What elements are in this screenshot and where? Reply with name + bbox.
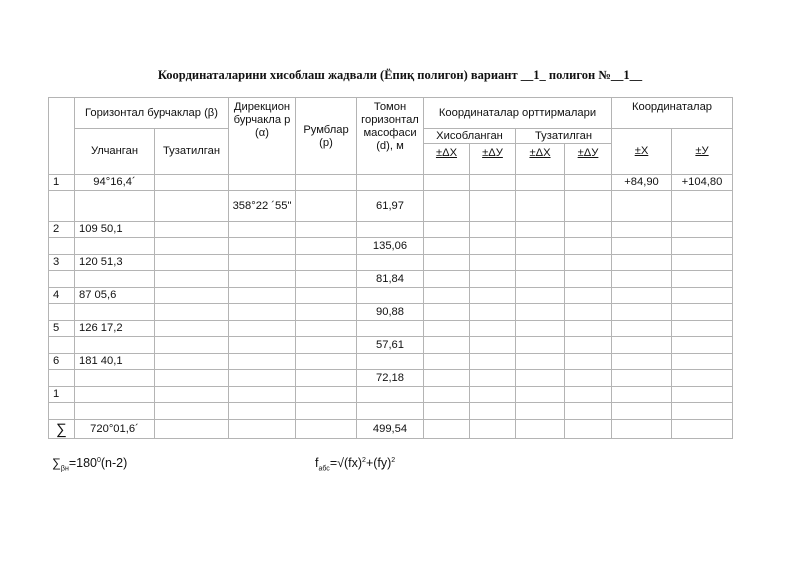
table-cell — [357, 387, 424, 403]
adj-dy-header: ±ΔУ — [565, 144, 612, 175]
table-cell — [296, 288, 357, 304]
table-cell — [470, 420, 516, 439]
table-cell — [155, 354, 229, 370]
coordinate-table — [48, 97, 733, 439]
table-cell — [424, 288, 470, 304]
table-row — [49, 255, 733, 271]
table-cell — [296, 387, 357, 403]
side-distance: 81,84 — [357, 271, 424, 288]
table-cell — [75, 370, 155, 387]
table-cell — [470, 387, 516, 403]
table-cell — [612, 191, 672, 222]
x-coordinate — [612, 321, 672, 337]
table-cell — [516, 238, 565, 255]
table-cell — [565, 288, 612, 304]
calc-dx-header: ±ΔХ — [424, 144, 470, 175]
table-cell — [49, 238, 75, 255]
table-row — [49, 387, 733, 403]
table-cell — [75, 238, 155, 255]
table-cell — [672, 403, 733, 420]
table-cell — [424, 337, 470, 354]
table-row — [49, 370, 733, 387]
y-coordinate — [672, 321, 733, 337]
table-cell — [516, 255, 565, 271]
table-cell — [155, 288, 229, 304]
table-cell — [75, 191, 155, 222]
table-cell — [470, 175, 516, 191]
table-cell — [565, 271, 612, 288]
table-cell — [424, 420, 470, 439]
distance-header: Томон горизонтал масофаси (d), м — [357, 98, 424, 175]
table-cell — [155, 271, 229, 288]
adjusted-header: Тузатилган — [516, 129, 612, 144]
table-cell — [612, 304, 672, 321]
measured-angle: 87 05,6 — [75, 288, 155, 304]
station-number: 5 — [49, 321, 75, 337]
side-distance: 90,88 — [357, 304, 424, 321]
table-cell — [229, 288, 296, 304]
side-distance: 135,06 — [357, 238, 424, 255]
table-cell — [672, 370, 733, 387]
table-cell — [49, 304, 75, 321]
table-cell — [75, 403, 155, 420]
table-cell — [565, 387, 612, 403]
x-coordinate: +84,90 — [612, 175, 672, 191]
table-cell — [516, 337, 565, 354]
table-cell — [357, 288, 424, 304]
table-cell — [470, 222, 516, 238]
table-cell — [516, 420, 565, 439]
table-cell — [155, 191, 229, 222]
table-cell — [229, 255, 296, 271]
table-cell — [612, 238, 672, 255]
x-coordinate — [612, 387, 672, 403]
table-cell — [155, 304, 229, 321]
table-cell — [296, 304, 357, 321]
table-row — [49, 238, 733, 255]
table-cell — [357, 321, 424, 337]
calculated-header: Хисобланган — [424, 129, 516, 144]
direction-angle — [229, 271, 296, 288]
table-cell — [296, 175, 357, 191]
table-cell — [75, 304, 155, 321]
table-cell — [424, 370, 470, 387]
table-row — [49, 321, 733, 337]
y-coordinate — [672, 255, 733, 271]
table-cell — [296, 370, 357, 387]
station-number: 3 — [49, 255, 75, 271]
table-cell — [516, 321, 565, 337]
side-distance: 61,97 — [357, 191, 424, 222]
table-cell — [516, 354, 565, 370]
y-coordinate — [672, 387, 733, 403]
table-cell — [424, 255, 470, 271]
table-row — [49, 288, 733, 304]
table-cell — [470, 403, 516, 420]
station-number: 2 — [49, 222, 75, 238]
measured-angle: 126 17,2 — [75, 321, 155, 337]
corrected-header: Тузатилган — [155, 129, 229, 175]
table-cell — [516, 222, 565, 238]
table-cell — [296, 238, 357, 255]
table-cell — [296, 321, 357, 337]
table-cell — [516, 403, 565, 420]
table-cell — [296, 191, 357, 222]
direction-angle — [229, 304, 296, 321]
table-cell — [470, 370, 516, 387]
table-cell — [672, 304, 733, 321]
table-cell — [424, 387, 470, 403]
measured-angle-sum: 720°01,6´ — [75, 420, 155, 439]
table-cell — [296, 222, 357, 238]
table-cell — [296, 255, 357, 271]
table-cell — [470, 288, 516, 304]
table-cell — [296, 271, 357, 288]
table-cell — [565, 403, 612, 420]
station-number: 4 — [49, 288, 75, 304]
table-cell — [155, 420, 229, 439]
table-cell — [424, 191, 470, 222]
table-cell — [565, 337, 612, 354]
table-cell — [75, 271, 155, 288]
side-distance — [357, 403, 424, 420]
table-cell — [155, 370, 229, 387]
table-cell — [424, 175, 470, 191]
table-cell — [470, 238, 516, 255]
x-coordinate — [612, 288, 672, 304]
angle-sum-formula: $\sum_{\beta н}=180^0(n-2)$ — [52, 456, 128, 473]
table-cell — [424, 321, 470, 337]
table-cell — [612, 271, 672, 288]
side-distance: 57,61 — [357, 337, 424, 354]
station-number: 6 — [49, 354, 75, 370]
coordinates-header: Координаталар — [612, 98, 733, 129]
table-cell — [229, 354, 296, 370]
table-cell — [565, 255, 612, 271]
measured-angle: 109 50,1 — [75, 222, 155, 238]
table-cell — [357, 175, 424, 191]
table-cell — [470, 321, 516, 337]
table-row — [49, 354, 733, 370]
measured-header: Улчанган — [75, 129, 155, 175]
table-cell — [565, 238, 612, 255]
x-coordinate — [612, 354, 672, 370]
table-cell — [155, 222, 229, 238]
y-coordinate — [672, 288, 733, 304]
direction-angle — [229, 238, 296, 255]
table-cell — [49, 337, 75, 354]
table-cell — [470, 337, 516, 354]
table-cell — [565, 304, 612, 321]
table-cell — [49, 370, 75, 387]
absolute-error-formula: $f_{абс}=√(fx)^2+(fy)^2$ — [315, 456, 396, 473]
rumb-header: Румблар (р) — [296, 98, 357, 175]
adj-dx-header: ±ΔХ — [516, 144, 565, 175]
measured-angle: 120 51,3 — [75, 255, 155, 271]
table-cell — [672, 420, 733, 439]
table-row — [49, 304, 733, 321]
page-title: Координаталарини хисоблаш жадвали (Ёпиқ полигон) вариант __1_ полигон №__1__ — [157, 68, 643, 82]
table-cell — [229, 175, 296, 191]
table-cell — [516, 175, 565, 191]
station-header-cell — [49, 98, 75, 175]
x-coord-header: ±Х — [612, 129, 672, 175]
distance-sum: 499,54 — [357, 420, 424, 439]
table-row — [49, 403, 733, 420]
table-cell — [565, 370, 612, 387]
table-cell — [470, 255, 516, 271]
table-row — [49, 222, 733, 238]
table-cell — [612, 337, 672, 354]
table-cell — [565, 191, 612, 222]
x-coordinate — [612, 222, 672, 238]
table-cell — [229, 420, 296, 439]
table-cell — [672, 191, 733, 222]
table-row — [49, 420, 733, 439]
table-cell — [424, 354, 470, 370]
table-row — [49, 175, 733, 191]
table-cell — [155, 255, 229, 271]
table-cell — [155, 175, 229, 191]
table-cell — [229, 387, 296, 403]
table-cell — [612, 403, 672, 420]
y-coordinate — [672, 222, 733, 238]
table-cell — [155, 337, 229, 354]
horizontal-angles-header: Горизонтал бурчаклар (β) — [75, 98, 229, 129]
table-cell — [612, 420, 672, 439]
table-cell — [49, 271, 75, 288]
table-cell — [565, 222, 612, 238]
table-cell — [229, 321, 296, 337]
table-cell — [470, 304, 516, 321]
direction-angle — [229, 337, 296, 354]
side-distance: 72,18 — [357, 370, 424, 387]
table-cell — [75, 337, 155, 354]
station-number: 1 — [49, 387, 75, 403]
table-cell — [565, 175, 612, 191]
station-number: 1 — [49, 175, 75, 191]
table-cell — [424, 403, 470, 420]
table-cell — [357, 255, 424, 271]
table-cell — [516, 387, 565, 403]
y-coordinate — [672, 354, 733, 370]
table-cell — [565, 354, 612, 370]
measured-angle: 181 40,1 — [75, 354, 155, 370]
table-cell — [229, 222, 296, 238]
table-cell — [516, 271, 565, 288]
table-cell — [672, 271, 733, 288]
table-cell — [155, 387, 229, 403]
table-cell — [296, 354, 357, 370]
calc-dy-header: ±ΔУ — [470, 144, 516, 175]
direction-angle: 358°22 ´55" — [229, 191, 296, 222]
table-cell — [516, 288, 565, 304]
table-cell — [155, 238, 229, 255]
table-cell — [516, 191, 565, 222]
table-cell — [357, 354, 424, 370]
table-cell — [516, 370, 565, 387]
table-cell — [565, 420, 612, 439]
sum-symbol: ∑ — [49, 420, 75, 439]
table-cell — [516, 304, 565, 321]
measured-angle: 94°16,4´ — [75, 175, 155, 191]
table-row — [49, 271, 733, 288]
table-cell — [470, 191, 516, 222]
table-cell — [424, 238, 470, 255]
table-row — [49, 337, 733, 354]
table-cell — [49, 191, 75, 222]
table-cell — [565, 321, 612, 337]
direction-angle-header: Дирекцион бурчакла р (α) — [229, 98, 296, 175]
table-cell — [672, 337, 733, 354]
table-cell — [155, 321, 229, 337]
table-cell — [49, 403, 75, 420]
y-coordinate: +104,80 — [672, 175, 733, 191]
table-cell — [296, 337, 357, 354]
table-cell — [612, 370, 672, 387]
table-cell — [470, 354, 516, 370]
table-cell — [155, 403, 229, 420]
table-cell — [296, 403, 357, 420]
table-cell — [296, 420, 357, 439]
table-cell — [470, 271, 516, 288]
table-cell — [424, 222, 470, 238]
table-cell — [672, 238, 733, 255]
table-cell — [424, 271, 470, 288]
direction-angle — [229, 403, 296, 420]
direction-angle — [229, 370, 296, 387]
measured-angle — [75, 387, 155, 403]
table-cell — [357, 222, 424, 238]
x-coordinate — [612, 255, 672, 271]
table-row — [49, 191, 733, 222]
y-coord-header: ±У — [672, 129, 733, 175]
table-cell — [424, 304, 470, 321]
increments-header: Координаталар орттирмалари — [424, 98, 612, 129]
